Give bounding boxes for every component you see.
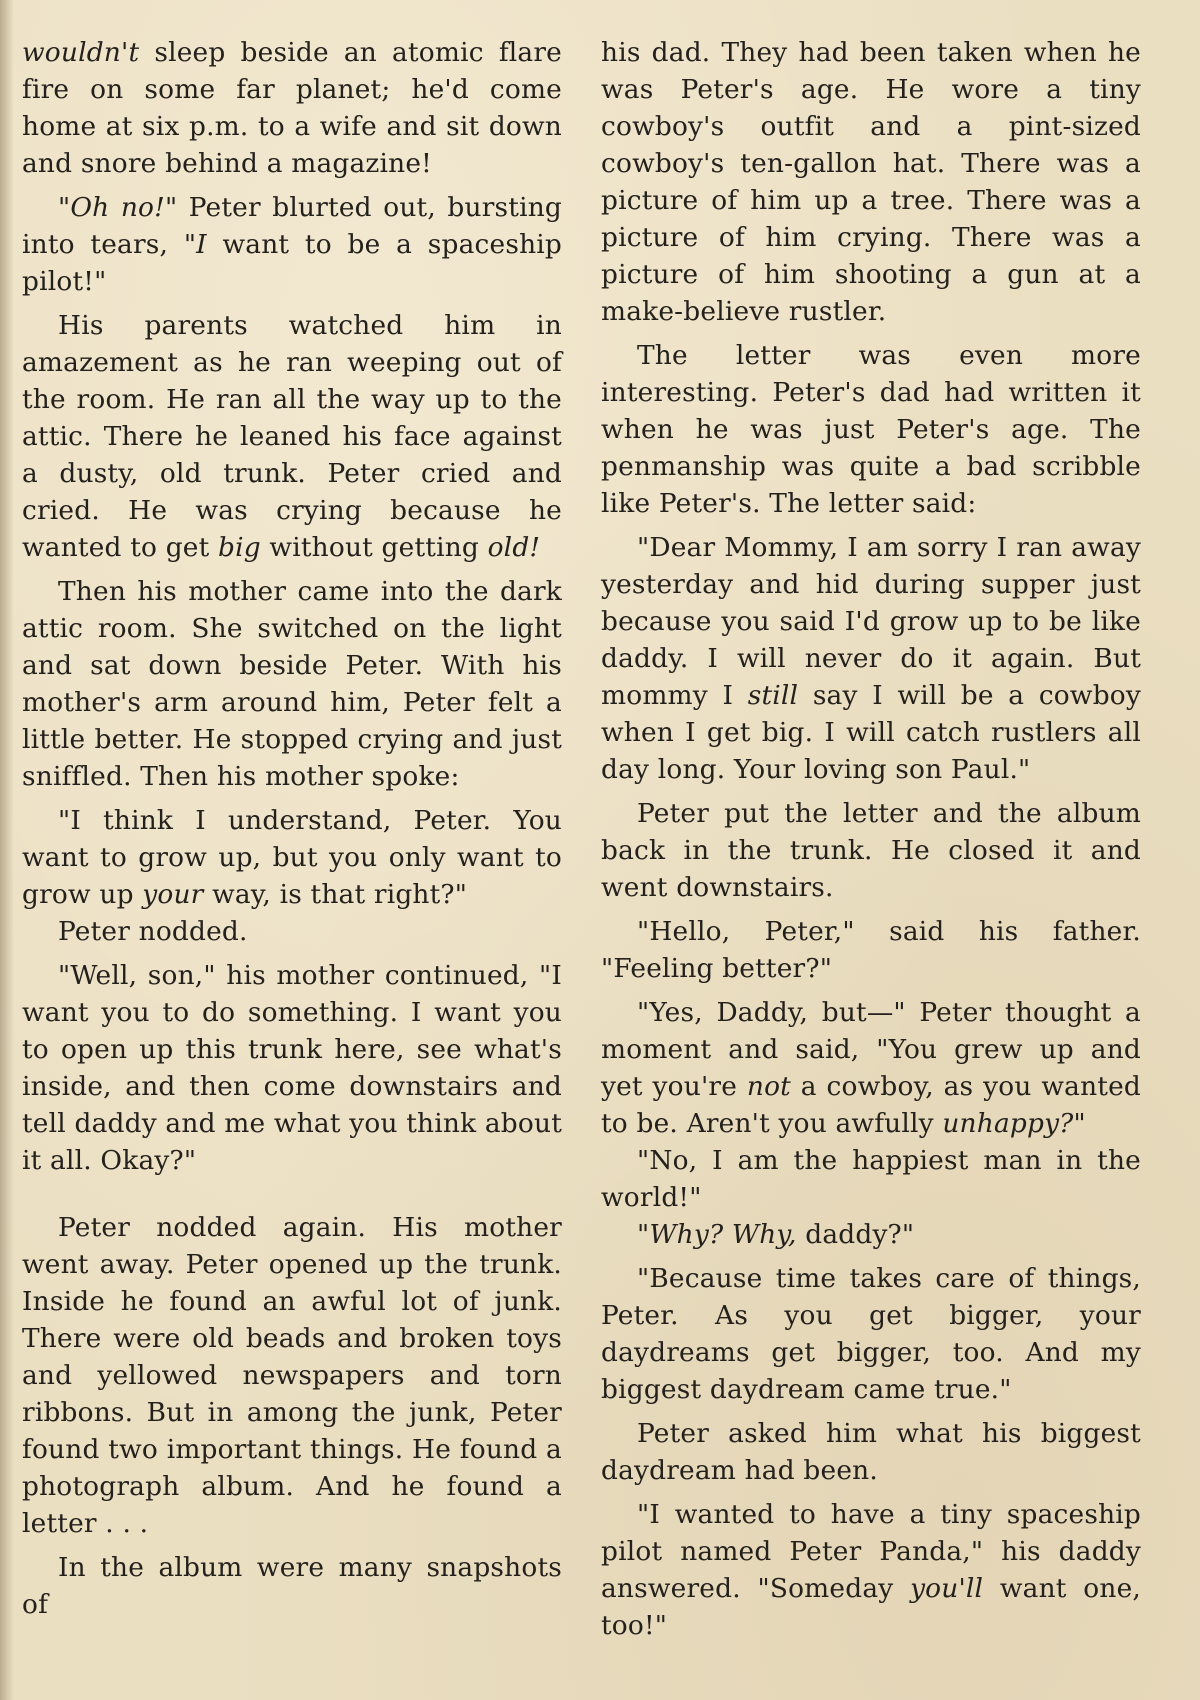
- italic-text: still: [747, 680, 799, 711]
- text-run: Peter put the letter and the album back in the trunk. He closed it and went downstairs.: [601, 798, 1141, 903]
- italic-text: Why? Why,: [649, 1219, 797, 1250]
- text-run: sleep beside an atomic flare fire on some far planet; he'd come home at six p.m. to a wife and sit down and snore behind a magazine!: [22, 37, 562, 179]
- text-run: want one, too!": [601, 1573, 1141, 1641]
- text-run: Peter nodded again. His mother went away. Peter opened up the trunk. Inside he found an awful lot of junk. There were old beads and broken toys and yellowed newspapers and torn ribbons. But in among the junk, Peter found two important things. He found a photograph album. And he found a letter . . .: [22, 1212, 562, 1539]
- paragraph: [22, 957, 562, 1179]
- italic-text: old!: [487, 532, 541, 563]
- paragraph: [22, 913, 562, 950]
- text-run: "Yes, Daddy, but—" Peter thought a moment and said, "You grew up and yet you're: [601, 997, 1141, 1102]
- text-run: "Hello, Peter," said his father. "Feeling better?": [601, 916, 1141, 984]
- text-run: "I wanted to have a tiny spaceship pilot named Peter Panda," his daddy answered. "Someday: [601, 1499, 1141, 1604]
- paragraph: [22, 802, 562, 913]
- paragraph: [22, 1209, 562, 1542]
- italic-text: I: [196, 229, 207, 260]
- text-run: his dad. They had been taken when he was Peter's age. He wore a tiny cowboy's outfit and a pint-sized cowboy's ten-gallon hat. There was a picture of him up a tree. There was a picture of him crying. There was a picture of him shooting a gun at a make-believe rustler.: [601, 37, 1141, 327]
- text-run: Peter blurted out, bursting into tears, ": [22, 192, 562, 260]
- italic-text: you'll: [910, 1573, 984, 1604]
- text-run: "I think I understand, Peter. You want to grow up, but you only want to grow up: [22, 805, 562, 910]
- italic-text: "Oh no!": [58, 192, 178, 223]
- text-run: "Dear Mommy, I am sorry I ran away yesterday and hid during supper just because you said I'd grow up to be like daddy. I will never do it again. But mommy I: [601, 532, 1141, 711]
- paragraph: [601, 1142, 1141, 1216]
- paragraph: [601, 529, 1141, 788]
- text-run: In the album were many snapshots of: [22, 1552, 562, 1620]
- text-run: "No, I am the happiest man in the world!": [601, 1145, 1141, 1213]
- text-run: without getting: [260, 532, 488, 563]
- text-run: Peter nodded.: [58, 916, 248, 947]
- text-run: a cowboy, as you wanted to be. Aren't you awfully: [601, 1071, 1141, 1139]
- paragraph: [22, 573, 562, 795]
- text-run: Peter asked him what his biggest daydream had been.: [601, 1418, 1141, 1486]
- paragraph: [22, 189, 562, 300]
- italic-text: your: [142, 879, 204, 910]
- right-column: [601, 34, 1141, 1651]
- paragraph: [601, 994, 1141, 1142]
- italic-text: unhappy?": [942, 1108, 1086, 1139]
- page-spine-shadow: [0, 0, 14, 1700]
- text-run: ": [637, 1219, 650, 1250]
- paragraph: [601, 1216, 1141, 1253]
- paragraph: [22, 307, 562, 566]
- text-run: "Well, son," his mother continued, "I want you to do something. I want you to open up this trunk here, see what's inside, and then come downstairs and tell daddy and me what you think about it all. Okay?": [22, 960, 562, 1176]
- left-column: [22, 34, 562, 1630]
- italic-text: not: [746, 1071, 791, 1102]
- paragraph: [601, 337, 1141, 522]
- text-run: want to be a spaceship pilot!": [22, 229, 562, 297]
- text-run: His parents watched him in amazement as he ran weeping out of the room. He ran all the way up to the attic. There he leaned his face against a dusty, old trunk. Peter cried and cried. He was crying because he wanted to get: [22, 310, 562, 563]
- paragraph: [22, 34, 562, 182]
- text-run: "Because time takes care of things, Peter. As you get bigger, your daydreams get bigger, too. And my biggest daydream came true.": [601, 1263, 1141, 1405]
- italic-text: big: [218, 532, 261, 563]
- paragraph: [601, 1415, 1141, 1489]
- italic-text: wouldn't: [22, 37, 140, 68]
- text-run: daddy?": [796, 1219, 915, 1250]
- paragraph: [601, 795, 1141, 906]
- paragraph: [601, 1496, 1141, 1644]
- text-run: way, is that right?": [203, 879, 468, 910]
- paragraph: [601, 913, 1141, 987]
- paragraph: [601, 34, 1141, 330]
- paragraph: [601, 1260, 1141, 1408]
- text-run: Then his mother came into the dark attic room. She switched on the light and sat down beside Peter. With his mother's arm around him, Peter felt a little better. He stopped crying and just sniffled. Then his mother spoke:: [22, 576, 562, 792]
- text-run: The letter was even more interesting. Peter's dad had written it when he was just Peter's age. The penmanship was quite a bad scribble like Peter's. The letter said:: [601, 340, 1141, 519]
- paragraph: [22, 1549, 562, 1623]
- text-run: say I will be a cowboy when I get big. I will catch rustlers all day long. Your loving son Paul.": [601, 680, 1141, 785]
